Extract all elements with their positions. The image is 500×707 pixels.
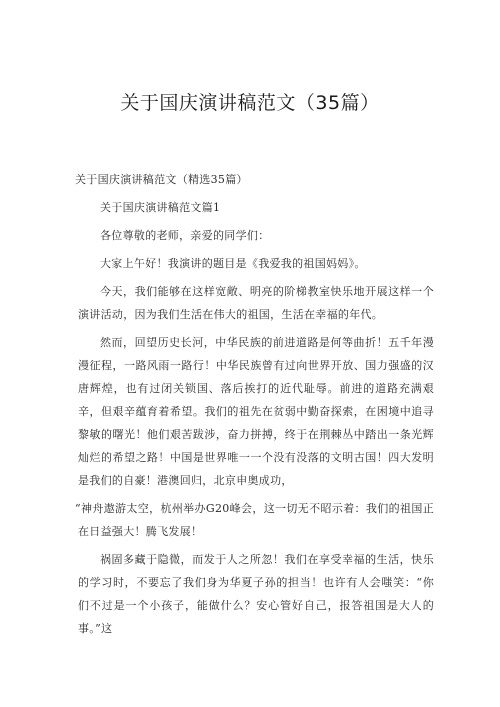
- document-title: 关于国庆演讲稿范文（35篇）: [120, 92, 380, 114]
- paragraph-section-heading: 关于国庆演讲稿范文篇1: [100, 201, 221, 214]
- paragraph-body-4: 祸固多藏于隐微，而发于人之所忽！我们在享受幸福的生活，快乐的学习时，不要忘了我们身为华夏子孙的担当！也许有人会嗤笑：“你们不过是一个小孩子，能做什么？安心管好自己，报答祖国是大人的事。”这: [78, 553, 434, 635]
- paragraph-greeting: 大家上午好！我演讲的题目是《我爱我的祖国妈妈》。: [100, 257, 366, 270]
- paragraph-salutation: 各位尊敬的老师，亲爱的同学们：: [100, 229, 270, 242]
- paragraph-body-1: 今天，我们能够在这样宽敞、明亮的阶梯教室快乐地开展这样一个演讲活动，因为我们生活在伟大的祖国，生活在幸福的年代。: [78, 285, 434, 321]
- document-body: [75, 168, 434, 645]
- paragraph-body-3: “神舟遨游太空，杭州举办G20峰会，这一切无不昭示着：我们的祖国正在日益强大！腾飞发展！: [75, 502, 434, 538]
- paragraph-subtitle: 关于国庆演讲稿范文（精选35篇）: [75, 173, 248, 186]
- paragraph-body-2: 然而，回望历史长河，中华民族的前进道路是何等曲折！五千年漫漫征程，一路风雨一路行！中华民族曾有过向世界开放、国力强盛的汉唐辉煌，也有过闭关锁国、落后挨打的近代耻辱。前进的道路充满艰辛，但艰辛蕴育着希望。我们的祖先在贫弱中勤奋探索，在困境中追寻黎敏的曙光！他们艰苦跋涉，奋力拼搏，终于在荆棘丛中踏出一条光辉灿烂的希望之路！中国是世界唯一一个没有没落的文明古国！四大发明是我们的自豪！港澳回归，北京申奥成功，: [78, 336, 434, 487]
